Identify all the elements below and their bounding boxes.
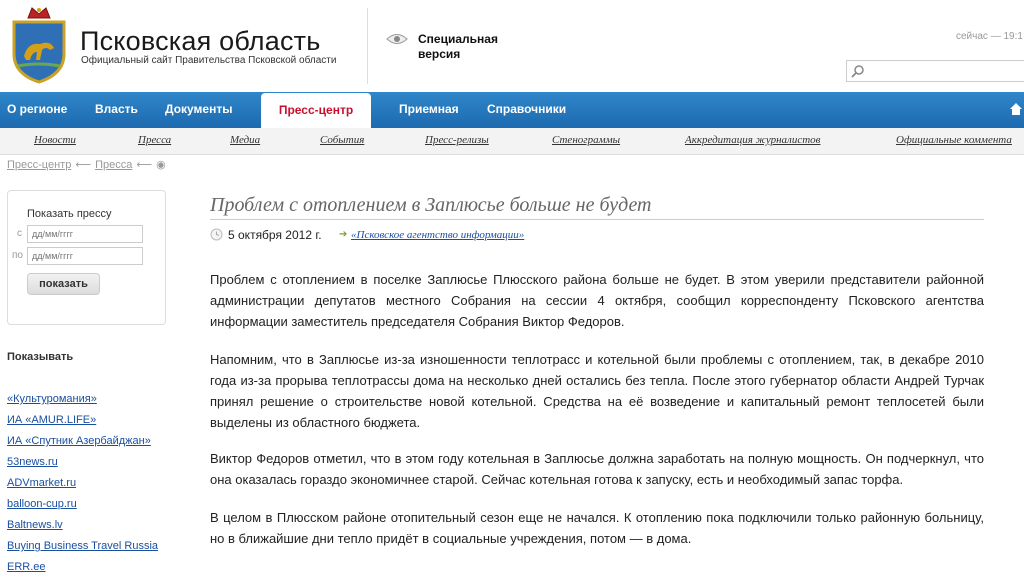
article-paragraph: В целом в Плюсском районе отопительный сезон еще не начался. К отоплению пока подключили только районную больницу, но в ближайшие дни тепло придёт в социальные учреждения, потом — в дома. bbox=[210, 510, 984, 546]
article-paragraph: Виктор Федоров отметил, что в этом году котельная в Заплюсье должна заработать на полную мощность. Он подчеркнул, что она оказалась гораздо экономичнее старой. Сейчас котельная готова к запуску, есть и необходимый запас торфа. bbox=[210, 451, 984, 487]
site-header bbox=[0, 0, 1024, 92]
nav-item-documents[interactable]: Документы bbox=[165, 102, 233, 116]
subnav-item-official-comments[interactable]: Официальные коммента bbox=[896, 134, 1012, 146]
subnav-item-press[interactable]: Пресса bbox=[138, 134, 172, 146]
source-link[interactable]: 53news.ru bbox=[7, 456, 58, 468]
source-link[interactable]: ИА «AMUR.LIFE» bbox=[7, 414, 97, 426]
source-link[interactable]: ADVmarket.ru bbox=[7, 477, 77, 489]
article-title: Проблем с отоплением в Заплюсье больше не будет bbox=[210, 194, 652, 216]
subnav-item-media[interactable]: Медиа bbox=[230, 134, 261, 146]
search-box[interactable] bbox=[846, 60, 1024, 82]
clock-icon bbox=[210, 228, 223, 241]
breadcrumb-press-center[interactable]: Пресс-центр bbox=[7, 159, 72, 171]
press-filter-panel bbox=[7, 190, 166, 325]
source-link[interactable]: Buying Business Travel Russia bbox=[7, 540, 159, 552]
nav-item-region[interactable]: О регионе bbox=[7, 102, 68, 116]
nav-item-power[interactable]: Власть bbox=[95, 102, 138, 116]
source-link[interactable]: «Культуромания» bbox=[7, 393, 97, 405]
subnav-item-news[interactable]: Новости bbox=[34, 134, 76, 146]
search-input[interactable] bbox=[867, 62, 1021, 80]
sources-list bbox=[7, 389, 158, 578]
current-time: сейчас — 19:1 bbox=[956, 31, 1023, 42]
show-heading: Показывать bbox=[7, 351, 74, 363]
date-from-input[interactable] bbox=[27, 225, 143, 243]
search-icon[interactable] bbox=[851, 64, 865, 78]
show-press-button[interactable]: показать bbox=[27, 273, 100, 295]
header-divider bbox=[367, 8, 368, 84]
breadcrumb-current-dot-icon: ◉ bbox=[156, 159, 166, 171]
date-to-input[interactable] bbox=[27, 247, 143, 265]
article-date: 5 октября 2012 г. bbox=[228, 228, 322, 242]
breadcrumb-press[interactable]: Пресса bbox=[95, 159, 133, 171]
breadcrumb-arrow-icon: ⟵ bbox=[75, 159, 92, 171]
press-filter-title: Показать прессу bbox=[27, 208, 112, 220]
to-label: по bbox=[12, 250, 23, 261]
special-version-link[interactable]: Специальная версия bbox=[418, 32, 498, 61]
subnav-item-press-releases[interactable]: Пресс-релизы bbox=[425, 134, 489, 146]
sub-nav bbox=[0, 128, 1024, 155]
nav-item-directories[interactable]: Справочники bbox=[487, 102, 567, 116]
nav-active-label: Пресс-центр bbox=[278, 103, 354, 117]
article-paragraph: Напомним, что в Заплюсье из-за изношенности теплотрасс и котельной были проблемы с отоплением, так, в декабре 2010 года из-за прорыва теплотрассы дома на несколько дней остались без тепла. После этого губернатор области Андрей Турчак принял решение о строительстве новой котельной. Средства на её возведение и капитальный ремонт теплосетей были выделены из областного бюджета. bbox=[210, 352, 984, 430]
subnav-item-transcripts[interactable]: Стенограммы bbox=[552, 134, 621, 146]
pskov-emblem-icon[interactable] bbox=[10, 4, 68, 84]
nav-item-reception[interactable]: Приемная bbox=[399, 102, 459, 116]
source-link[interactable]: balloon-cup.ru bbox=[7, 498, 77, 510]
source-arrow-icon: ➔ bbox=[339, 229, 348, 240]
site-title[interactable]: Псковская область bbox=[80, 26, 321, 56]
from-label: с bbox=[17, 228, 22, 239]
breadcrumb bbox=[7, 158, 166, 171]
title-divider bbox=[210, 219, 984, 220]
source-link[interactable]: Baltnews.lv bbox=[7, 519, 63, 531]
article-source-link[interactable]: «Псковское агентство информации» bbox=[351, 229, 525, 241]
main-nav bbox=[0, 92, 1024, 128]
breadcrumb-arrow-icon: ⟵ bbox=[136, 159, 153, 171]
subnav-item-events[interactable]: События bbox=[320, 134, 365, 146]
nav-item-press-center[interactable] bbox=[261, 93, 371, 128]
article-paragraph: Проблем с отоплением в поселке Заплюсье Плюсского района больше не будет. В этом уверили представители районной администрации депутатов местного Собрания на сессии 4 октября, сообщил корреспонденту Псковского агентства информации заместитель председателя Собрания Виктор Федоров. bbox=[210, 272, 984, 329]
source-link[interactable]: ИА «Спутник Азербайджан» bbox=[7, 435, 151, 447]
eye-icon[interactable] bbox=[386, 32, 408, 46]
source-link[interactable]: ERR.ee bbox=[7, 561, 46, 573]
home-icon[interactable] bbox=[1008, 101, 1024, 117]
subnav-item-accreditation[interactable]: Аккредитация журналистов bbox=[685, 134, 821, 146]
site-subtitle: Официальный сайт Правительства Псковской области bbox=[81, 55, 337, 66]
